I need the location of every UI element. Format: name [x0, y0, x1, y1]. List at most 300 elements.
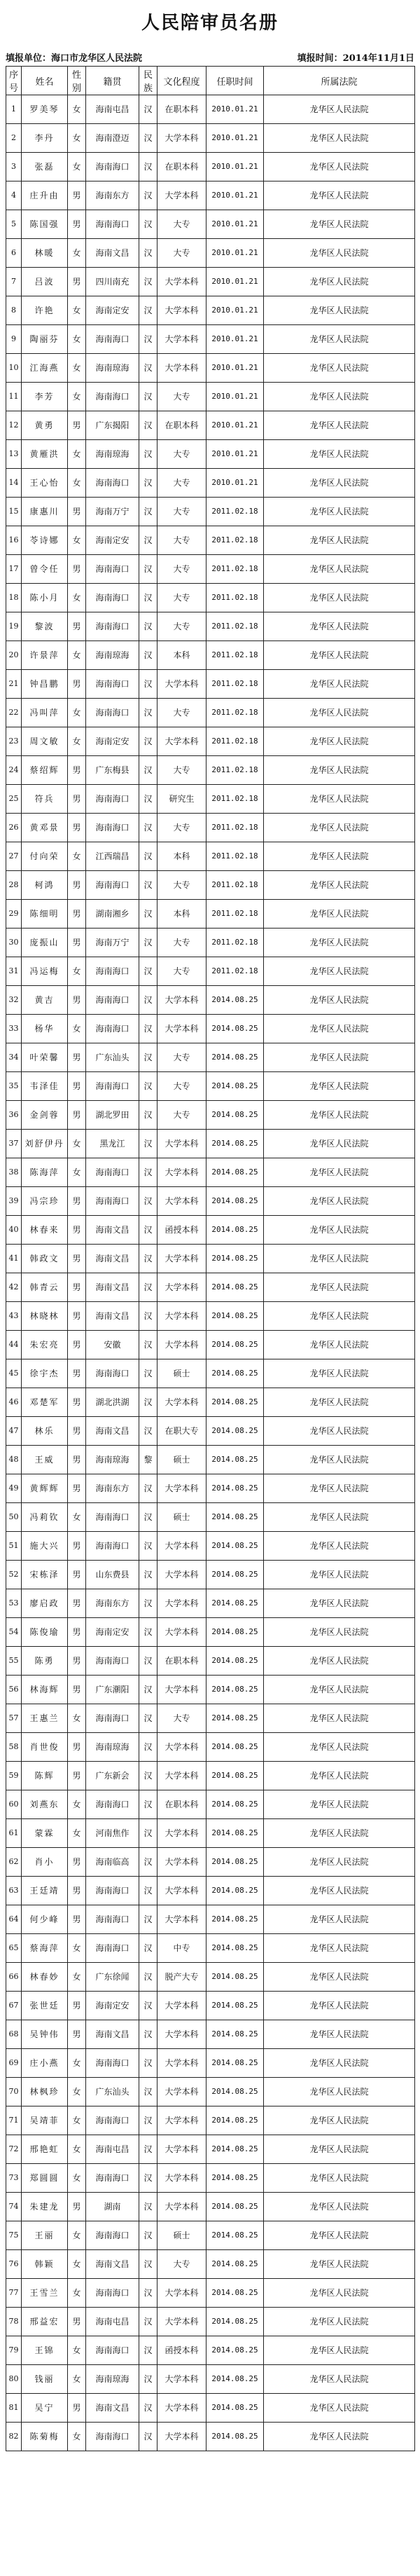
table-row	[6, 1819, 415, 1848]
cell-court: 龙华区人民法院	[264, 181, 415, 210]
cell-ethnic: 汉	[139, 1331, 158, 1359]
cell-gender: 男	[68, 986, 86, 1015]
cell-gender: 男	[68, 411, 86, 440]
cell-gender: 男	[68, 1245, 86, 1273]
cell-education: 大学本科	[158, 1561, 206, 1589]
cell-no: 42	[6, 1273, 22, 1302]
cell-gender: 女	[68, 526, 86, 555]
cell-origin: 海南海口	[86, 2423, 139, 2451]
cell-ethnic: 汉	[139, 1676, 158, 1704]
cell-no: 33	[6, 1015, 22, 1043]
cell-gender: 女	[68, 1503, 86, 1532]
cell-origin: 河南焦作	[86, 1819, 139, 1848]
cell-gender: 男	[68, 756, 86, 785]
cell-education: 大学本科	[158, 1618, 206, 1647]
juror-table	[6, 66, 415, 2451]
cell-origin: 海南海口	[86, 670, 139, 699]
table-row	[6, 2365, 415, 2394]
cell-gender: 女	[68, 2250, 86, 2279]
cell-education: 研究生	[158, 785, 206, 814]
cell-court: 龙华区人民法院	[264, 1561, 415, 1589]
cell-gender: 女	[68, 2423, 86, 2451]
cell-ethnic: 汉	[139, 210, 158, 239]
cell-court: 龙华区人民法院	[264, 1503, 415, 1532]
cell-gender: 女	[68, 124, 86, 153]
cell-ethnic: 汉	[139, 2078, 158, 2106]
cell-name: 韩政文	[22, 1245, 68, 1273]
cell-ethnic: 汉	[139, 1704, 158, 1733]
header-appointed: 任职时间	[206, 67, 264, 95]
cell-education: 硕士	[158, 1503, 206, 1532]
cell-ethnic: 汉	[139, 785, 158, 814]
cell-origin: 海南海口	[86, 2221, 139, 2250]
cell-no: 32	[6, 986, 22, 1015]
cell-name: 冯莉钦	[22, 1503, 68, 1532]
table-row	[6, 2193, 415, 2221]
table-row	[6, 1015, 415, 1043]
cell-court: 龙华区人民法院	[264, 95, 415, 124]
cell-name: 黄辉辉	[22, 1474, 68, 1503]
cell-gender: 男	[68, 1072, 86, 1101]
table-row	[6, 612, 415, 641]
cell-court: 龙华区人民法院	[264, 1532, 415, 1561]
header-origin: 籍贯	[86, 67, 139, 95]
cell-gender: 男	[68, 1331, 86, 1359]
cell-name: 黎波	[22, 612, 68, 641]
cell-no: 41	[6, 1245, 22, 1273]
cell-origin: 广东揭阳	[86, 411, 139, 440]
cell-no: 48	[6, 1446, 22, 1474]
cell-no: 18	[6, 584, 22, 612]
cell-appointed: 2010.01.21	[206, 325, 264, 354]
table-row	[6, 1934, 415, 1963]
cell-name: 蔡海萍	[22, 1934, 68, 1963]
cell-ethnic: 汉	[139, 124, 158, 153]
cell-no: 13	[6, 440, 22, 469]
cell-origin: 海南海口	[86, 2336, 139, 2365]
cell-court: 龙华区人民法院	[264, 1417, 415, 1446]
cell-court: 龙华区人民法院	[264, 555, 415, 584]
cell-name: 李丹	[22, 124, 68, 153]
cell-no: 7	[6, 268, 22, 296]
cell-appointed: 2011.02.18	[206, 699, 264, 727]
cell-ethnic: 汉	[139, 1245, 158, 1273]
cell-name: 黄吉	[22, 986, 68, 1015]
cell-gender: 女	[68, 1790, 86, 1819]
cell-education: 大学本科	[158, 124, 206, 153]
cell-origin: 广东新会	[86, 1762, 139, 1790]
cell-no: 82	[6, 2423, 22, 2451]
table-row	[6, 1446, 415, 1474]
cell-education: 大专	[158, 612, 206, 641]
cell-gender: 女	[68, 842, 86, 871]
cell-no: 55	[6, 1647, 22, 1676]
cell-appointed: 2014.08.25	[206, 1216, 264, 1245]
cell-education: 在职本科	[158, 153, 206, 181]
cell-origin: 海南海口	[86, 325, 139, 354]
cell-court: 龙华区人民法院	[264, 1618, 415, 1647]
cell-court: 龙华区人民法院	[264, 900, 415, 929]
cell-name: 林春来	[22, 1216, 68, 1245]
cell-education: 大学本科	[158, 296, 206, 325]
cell-no: 10	[6, 354, 22, 383]
cell-no: 66	[6, 1963, 22, 1992]
cell-gender: 女	[68, 2049, 86, 2078]
cell-gender: 女	[68, 239, 86, 268]
cell-education: 大学本科	[158, 2308, 206, 2336]
cell-ethnic: 汉	[139, 411, 158, 440]
cell-appointed: 2014.08.25	[206, 1733, 264, 1762]
cell-court: 龙华区人民法院	[264, 440, 415, 469]
cell-origin: 江西瑞昌	[86, 842, 139, 871]
cell-appointed: 2014.08.25	[206, 2221, 264, 2250]
cell-name: 施大兴	[22, 1532, 68, 1561]
table-row	[6, 584, 415, 612]
cell-gender: 男	[68, 1848, 86, 1877]
cell-appointed: 2011.02.18	[206, 871, 264, 900]
cell-no: 58	[6, 1733, 22, 1762]
cell-origin: 海南琼海	[86, 354, 139, 383]
cell-gender: 男	[68, 2020, 86, 2049]
cell-appointed: 2014.08.25	[206, 1388, 264, 1417]
cell-gender: 女	[68, 1934, 86, 1963]
cell-origin: 海南海口	[86, 1015, 139, 1043]
cell-name: 黄邓景	[22, 814, 68, 842]
table-row	[6, 1733, 415, 1762]
cell-appointed: 2010.01.21	[206, 124, 264, 153]
header-court: 所属法院	[264, 67, 415, 95]
table-row	[6, 1704, 415, 1733]
cell-education: 大专	[158, 756, 206, 785]
cell-origin: 海南定安	[86, 727, 139, 756]
table-row	[6, 1790, 415, 1819]
cell-ethnic: 汉	[139, 440, 158, 469]
cell-ethnic: 汉	[139, 2049, 158, 2078]
cell-appointed: 2014.08.25	[206, 1417, 264, 1446]
cell-gender: 女	[68, 2078, 86, 2106]
cell-ethnic: 汉	[139, 1187, 158, 1216]
cell-education: 大专	[158, 239, 206, 268]
table-row	[6, 1676, 415, 1704]
cell-education: 大学本科	[158, 727, 206, 756]
table-row	[6, 2078, 415, 2106]
table-row	[6, 1187, 415, 1216]
cell-no: 57	[6, 1704, 22, 1733]
cell-name: 冯宗珍	[22, 1187, 68, 1216]
cell-name: 韦泽佳	[22, 1072, 68, 1101]
cell-origin: 广东汕头	[86, 1043, 139, 1072]
cell-origin: 广东汕头	[86, 2078, 139, 2106]
cell-gender: 女	[68, 641, 86, 670]
cell-ethnic: 汉	[139, 296, 158, 325]
cell-origin: 海南东方	[86, 1474, 139, 1503]
cell-court: 龙华区人民法院	[264, 1187, 415, 1216]
cell-origin: 海南万宁	[86, 929, 139, 957]
cell-ethnic: 汉	[139, 1101, 158, 1130]
cell-ethnic: 汉	[139, 814, 158, 842]
cell-appointed: 2011.02.18	[206, 929, 264, 957]
cell-ethnic: 汉	[139, 1474, 158, 1503]
cell-gender: 男	[68, 612, 86, 641]
cell-name: 吴靖菲	[22, 2106, 68, 2135]
cell-appointed: 2010.01.21	[206, 210, 264, 239]
cell-gender: 男	[68, 181, 86, 210]
cell-name: 张磊	[22, 153, 68, 181]
cell-education: 大学本科	[158, 1676, 206, 1704]
cell-court: 龙华区人民法院	[264, 1733, 415, 1762]
cell-origin: 海南海口	[86, 1647, 139, 1676]
cell-no: 73	[6, 2164, 22, 2193]
cell-education: 大学本科	[158, 1302, 206, 1331]
table-row	[6, 239, 415, 268]
cell-origin: 湖南湘乡	[86, 900, 139, 929]
cell-appointed: 2011.02.18	[206, 756, 264, 785]
cell-origin: 黑龙江	[86, 1130, 139, 1158]
cell-gender: 女	[68, 1963, 86, 1992]
cell-name: 刘燕东	[22, 1790, 68, 1819]
cell-ethnic: 汉	[139, 957, 158, 986]
cell-gender: 男	[68, 1992, 86, 2020]
cell-name: 陶丽芬	[22, 325, 68, 354]
cell-gender: 男	[68, 555, 86, 584]
table-row	[6, 526, 415, 555]
cell-origin: 四川南充	[86, 268, 139, 296]
table-row	[6, 181, 415, 210]
cell-appointed: 2011.02.18	[206, 641, 264, 670]
cell-appointed: 2010.01.21	[206, 383, 264, 411]
cell-education: 大学本科	[158, 986, 206, 1015]
cell-origin: 海南文昌	[86, 2250, 139, 2279]
header-gender: 性别	[68, 67, 86, 95]
cell-no: 47	[6, 1417, 22, 1446]
cell-ethnic: 汉	[139, 1561, 158, 1589]
cell-no: 52	[6, 1561, 22, 1589]
table-row	[6, 842, 415, 871]
header-education: 文化程度	[158, 67, 206, 95]
cell-education: 大学本科	[158, 2394, 206, 2423]
cell-name: 朱建龙	[22, 2193, 68, 2221]
cell-origin: 海南澄迈	[86, 124, 139, 153]
cell-origin: 海南海口	[86, 1790, 139, 1819]
table-row	[6, 1503, 415, 1532]
cell-no: 53	[6, 1589, 22, 1618]
cell-name: 王锦	[22, 2336, 68, 2365]
cell-gender: 男	[68, 1532, 86, 1561]
cell-origin: 海南临高	[86, 1848, 139, 1877]
cell-appointed: 2014.08.25	[206, 1561, 264, 1589]
cell-ethnic: 汉	[139, 1762, 158, 1790]
cell-court: 龙华区人民法院	[264, 2049, 415, 2078]
cell-no: 68	[6, 2020, 22, 2049]
table-row	[6, 440, 415, 469]
table-row	[6, 1417, 415, 1446]
table-row	[6, 699, 415, 727]
cell-appointed: 2014.08.25	[206, 1992, 264, 2020]
table-row	[6, 95, 415, 124]
cell-court: 龙华区人民法院	[264, 1302, 415, 1331]
cell-no: 29	[6, 900, 22, 929]
cell-court: 龙华区人民法院	[264, 2394, 415, 2423]
cell-no: 59	[6, 1762, 22, 1790]
cell-ethnic: 汉	[139, 986, 158, 1015]
cell-origin: 海南海口	[86, 612, 139, 641]
cell-court: 龙华区人民法院	[264, 785, 415, 814]
table-row	[6, 1992, 415, 2020]
table-row	[6, 1647, 415, 1676]
cell-ethnic: 汉	[139, 1072, 158, 1101]
cell-gender: 女	[68, 2279, 86, 2308]
cell-education: 中专	[158, 1934, 206, 1963]
cell-education: 大学本科	[158, 2135, 206, 2164]
cell-gender: 女	[68, 2164, 86, 2193]
cell-ethnic: 汉	[139, 239, 158, 268]
cell-no: 51	[6, 1532, 22, 1561]
cell-appointed: 2010.01.21	[206, 153, 264, 181]
cell-court: 龙华区人民法院	[264, 1934, 415, 1963]
table-row	[6, 1589, 415, 1618]
cell-origin: 海南定安	[86, 526, 139, 555]
cell-court: 龙华区人民法院	[264, 814, 415, 842]
cell-education: 在职大专	[158, 1417, 206, 1446]
cell-no: 62	[6, 1848, 22, 1877]
cell-name: 王威	[22, 1446, 68, 1474]
cell-appointed: 2011.02.18	[206, 498, 264, 526]
cell-ethnic: 汉	[139, 756, 158, 785]
cell-no: 2	[6, 124, 22, 153]
cell-appointed: 2014.08.25	[206, 2078, 264, 2106]
cell-gender: 女	[68, 2365, 86, 2394]
cell-appointed: 2014.08.25	[206, 1359, 264, 1388]
cell-origin: 海南海口	[86, 210, 139, 239]
table-row	[6, 2106, 415, 2135]
cell-name: 许景萍	[22, 641, 68, 670]
cell-court: 龙华区人民法院	[264, 2135, 415, 2164]
cell-gender: 女	[68, 699, 86, 727]
cell-education: 大学本科	[158, 1158, 206, 1187]
cell-appointed: 2010.01.21	[206, 469, 264, 498]
cell-origin: 海南海口	[86, 986, 139, 1015]
cell-court: 龙华区人民法院	[264, 1905, 415, 1934]
cell-name: 邢益宏	[22, 2308, 68, 2336]
cell-education: 大学本科	[158, 1877, 206, 1905]
cell-origin: 湖北洪湖	[86, 1388, 139, 1417]
cell-no: 3	[6, 153, 22, 181]
cell-gender: 女	[68, 2221, 86, 2250]
cell-gender: 男	[68, 1877, 86, 1905]
cell-ethnic: 汉	[139, 1934, 158, 1963]
table-row	[6, 210, 415, 239]
cell-education: 在职本科	[158, 95, 206, 124]
cell-gender: 女	[68, 296, 86, 325]
cell-name: 吕波	[22, 268, 68, 296]
table-row	[6, 2336, 415, 2365]
cell-appointed: 2011.02.18	[206, 727, 264, 756]
cell-ethnic: 汉	[139, 2106, 158, 2135]
cell-education: 大专	[158, 584, 206, 612]
cell-name: 邢艳虹	[22, 2135, 68, 2164]
table-row	[6, 268, 415, 296]
cell-name: 林暖	[22, 239, 68, 268]
cell-name: 符兵	[22, 785, 68, 814]
cell-court: 龙华区人民法院	[264, 670, 415, 699]
cell-origin: 海南琼海	[86, 641, 139, 670]
cell-no: 63	[6, 1877, 22, 1905]
cell-court: 龙华区人民法院	[264, 2020, 415, 2049]
cell-ethnic: 汉	[139, 1359, 158, 1388]
cell-court: 龙华区人民法院	[264, 1676, 415, 1704]
cell-gender: 男	[68, 1762, 86, 1790]
cell-court: 龙华区人民法院	[264, 1474, 415, 1503]
cell-origin: 海南文昌	[86, 2020, 139, 2049]
cell-court: 龙华区人民法院	[264, 1647, 415, 1676]
cell-ethnic: 汉	[139, 1963, 158, 1992]
cell-no: 54	[6, 1618, 22, 1647]
table-row	[6, 2221, 415, 2250]
cell-court: 龙华区人民法院	[264, 2279, 415, 2308]
cell-name: 陈菊梅	[22, 2423, 68, 2451]
cell-name: 康惠川	[22, 498, 68, 526]
cell-education: 大学本科	[158, 268, 206, 296]
cell-education: 大学本科	[158, 1762, 206, 1790]
cell-no: 26	[6, 814, 22, 842]
table-row	[6, 756, 415, 785]
cell-origin: 海南海口	[86, 469, 139, 498]
cell-name: 叶荣馨	[22, 1043, 68, 1072]
cell-court: 龙华区人民法院	[264, 1245, 415, 1273]
cell-ethnic: 汉	[139, 1417, 158, 1446]
cell-ethnic: 汉	[139, 2135, 158, 2164]
cell-no: 77	[6, 2279, 22, 2308]
cell-ethnic: 汉	[139, 268, 158, 296]
cell-no: 72	[6, 2135, 22, 2164]
cell-appointed: 2014.08.25	[206, 1015, 264, 1043]
cell-no: 16	[6, 526, 22, 555]
cell-name: 冯运梅	[22, 957, 68, 986]
cell-gender: 男	[68, 2193, 86, 2221]
table-row	[6, 1043, 415, 1072]
table-row	[6, 2250, 415, 2279]
cell-origin: 海南琼海	[86, 2365, 139, 2394]
cell-no: 20	[6, 641, 22, 670]
table-row	[6, 1532, 415, 1561]
cell-origin: 海南定安	[86, 1618, 139, 1647]
cell-appointed: 2014.08.25	[206, 1676, 264, 1704]
cell-ethnic: 汉	[139, 95, 158, 124]
cell-education: 在职本科	[158, 1790, 206, 1819]
cell-appointed: 2011.02.18	[206, 526, 264, 555]
cell-no: 40	[6, 1216, 22, 1245]
cell-gender: 男	[68, 814, 86, 842]
cell-name: 朱宏亮	[22, 1331, 68, 1359]
cell-no: 49	[6, 1474, 22, 1503]
cell-gender: 男	[68, 1618, 86, 1647]
cell-origin: 海南海口	[86, 1704, 139, 1733]
cell-appointed: 2014.08.25	[206, 1905, 264, 1934]
header-ethnic: 民族	[139, 67, 158, 95]
cell-ethnic: 汉	[139, 2279, 158, 2308]
cell-gender: 女	[68, 440, 86, 469]
cell-no: 12	[6, 411, 22, 440]
cell-appointed: 2011.02.18	[206, 957, 264, 986]
cell-ethnic: 汉	[139, 727, 158, 756]
cell-court: 龙华区人民法院	[264, 1130, 415, 1158]
cell-court: 龙华区人民法院	[264, 383, 415, 411]
cell-education: 大学本科	[158, 1819, 206, 1848]
cell-name: 陈海萍	[22, 1158, 68, 1187]
cell-no: 6	[6, 239, 22, 268]
unit-label: 填报单位：海口市龙华区人民法院	[6, 53, 143, 64]
cell-name: 徐宇杰	[22, 1359, 68, 1388]
